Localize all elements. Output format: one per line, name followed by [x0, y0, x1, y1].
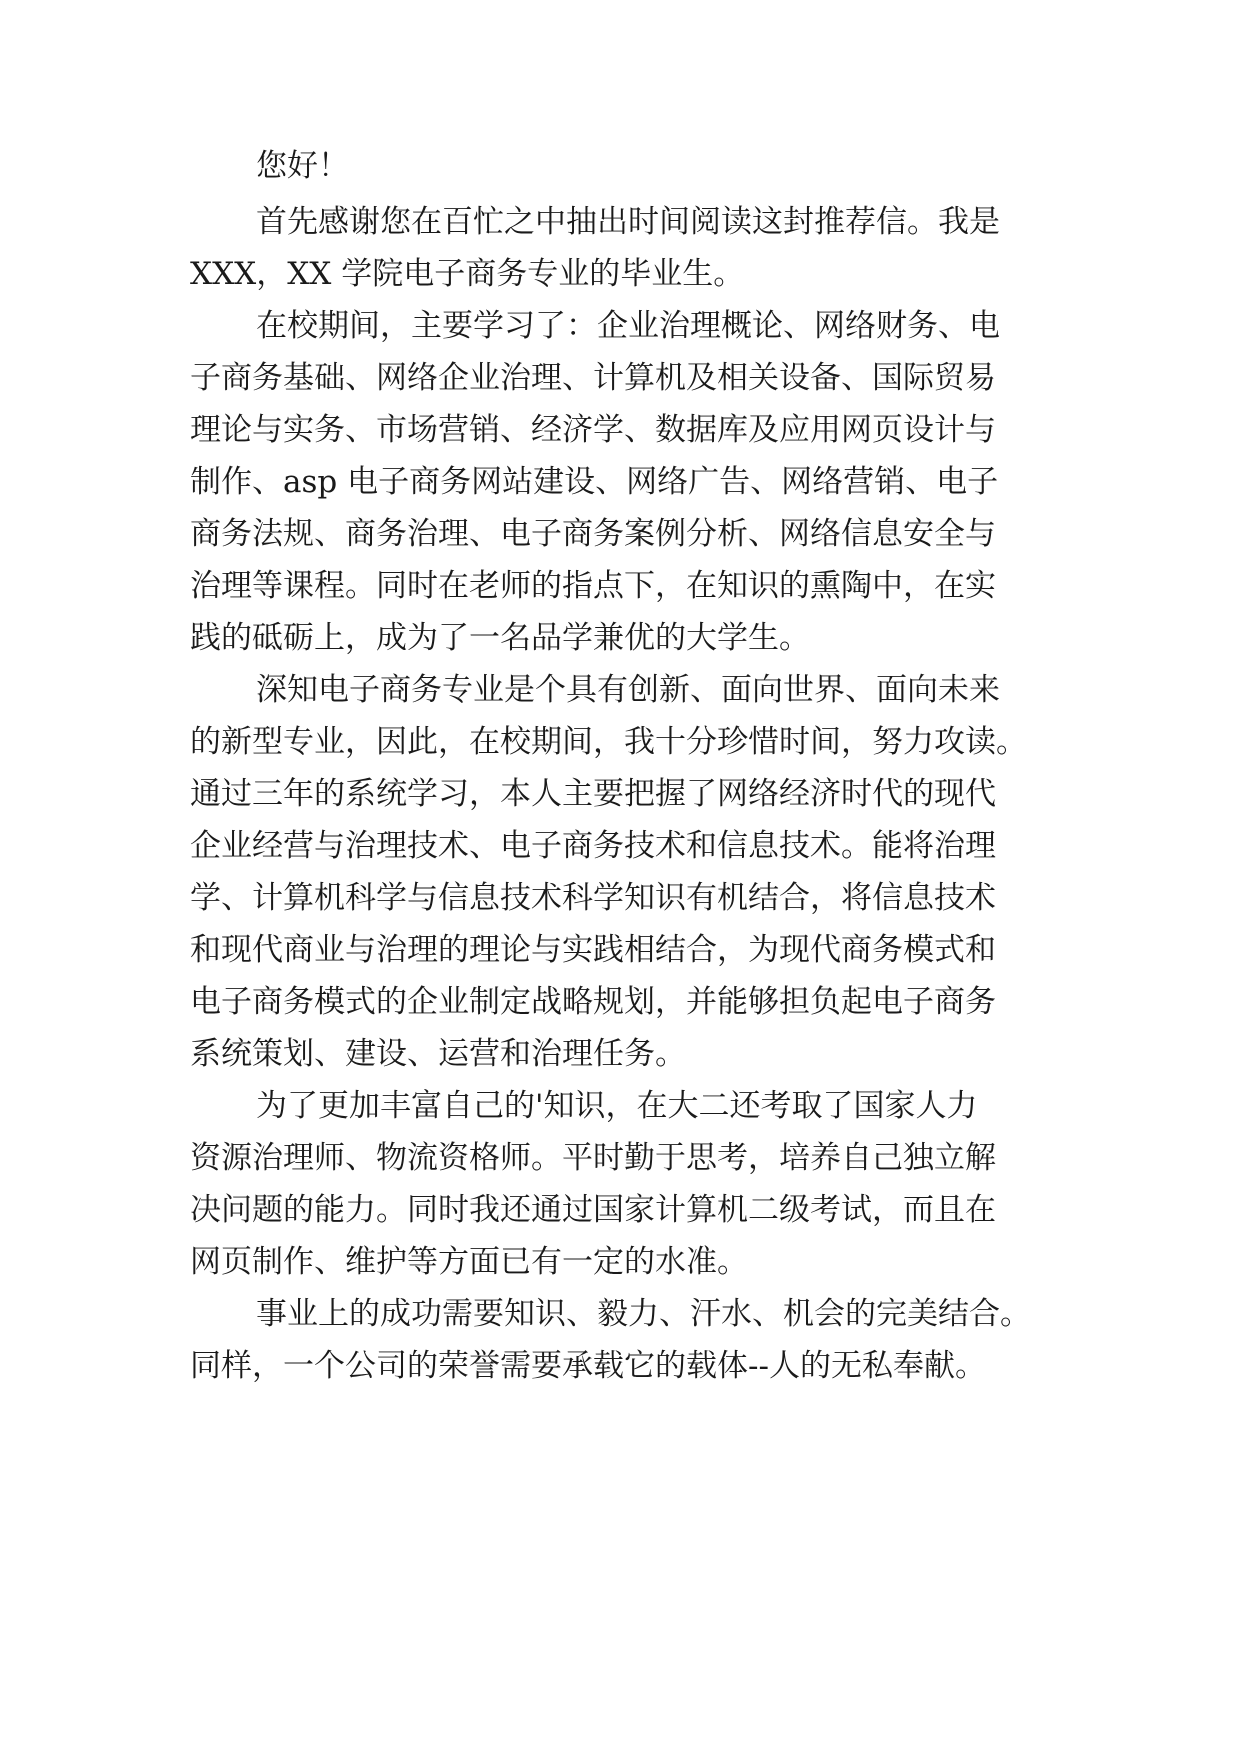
paragraph-line: 和现代商业与治理的理论与实践相结合，为现代商务模式和 [190, 932, 996, 968]
paragraph-line: 学、计算机科学与信息技术科学知识有机结合，将信息技术 [190, 880, 996, 916]
paragraph-line: 子商务基础、网络企业治理、计算机及相关设备、国际贸易 [190, 360, 996, 396]
paragraph-line: 商务法规、商务治理、电子商务案例分析、网络信息安全与 [190, 516, 996, 552]
paragraph-line: 制作、asp 电子商务网站建设、网络广告、网络营销、电子 [190, 464, 999, 500]
paragraph-line: 的新型专业，因此，在校期间，我十分珍惜时间，努力攻读。 [190, 724, 1027, 760]
paragraph-line: 资源治理师、物流资格师。平时勤于思考，培养自己独立解 [190, 1140, 996, 1176]
paragraph-line: 理论与实务、市场营销、经济学、数据库及应用网页设计与 [190, 412, 996, 448]
paragraph-line: 网页制作、维护等方面已有一定的水准。 [190, 1244, 748, 1280]
paragraph-line: 首先感谢您在百忙之中抽出时间阅读这封推荐信。我是 [256, 204, 1000, 240]
paragraph-line: 企业经营与治理技术、电子商务技术和信息技术。能将治理 [190, 828, 996, 864]
paragraph-line: 事业上的成功需要知识、毅力、汗水、机会的完美结合。 [256, 1296, 1031, 1332]
paragraph-line: 同样，一个公司的荣誉需要承载它的载体--人的无私奉献。 [190, 1348, 986, 1384]
paragraph-line: 系统策划、建设、运营和治理任务。 [190, 1036, 686, 1072]
paragraph-line: 在校期间，主要学习了：企业治理概论、网络财务、电 [256, 308, 1000, 344]
paragraph-line: 治理等课程。同时在老师的指点下，在知识的熏陶中，在实 [190, 568, 996, 604]
paragraph-line: 为了更加丰富自己的'知识，在大二还考取了国家人力 [256, 1088, 978, 1124]
greeting-line: 您好！ [256, 148, 349, 184]
paragraph-line: 深知电子商务专业是个具有创新、面向世界、面向未来 [256, 672, 1000, 708]
paragraph-line: 决问题的能力。同时我还通过国家计算机二级考试，而且在 [190, 1192, 996, 1228]
paragraph-line: XXX，XX 学院电子商务专业的毕业生。 [190, 256, 745, 292]
paragraph-line: 电子商务模式的企业制定战略规划，并能够担负起电子商务 [190, 984, 996, 1020]
paragraph-line: 践的砥砺上，成为了一名品学兼优的大学生。 [190, 620, 810, 656]
paragraph-line: 通过三年的系统学习，本人主要把握了网络经济时代的现代 [190, 776, 996, 812]
